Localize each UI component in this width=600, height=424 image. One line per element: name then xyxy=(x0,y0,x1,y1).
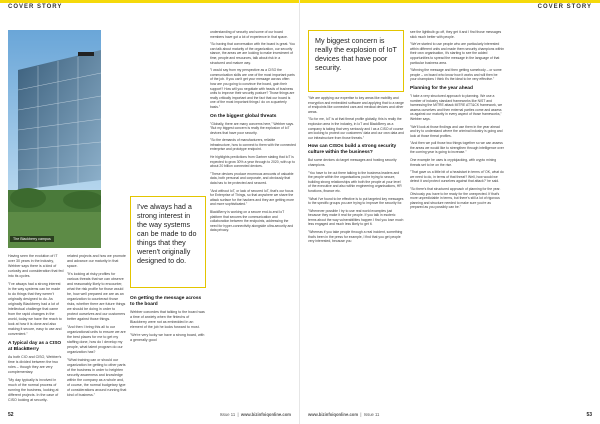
paragraph: "We're very lucky we have a strong board, with a generally good xyxy=(130,333,205,342)
paragraph: "Globally, there are many concerns here," Webber says. "But my biggest concern is really the explosion of IoT devices that have poor security. xyxy=(210,121,295,135)
website-label: www.bizinfoiqonline.com xyxy=(308,412,359,417)
paragraph: understanding of security and some of our board members have got a lot of experience in that space. xyxy=(210,30,288,39)
issue-label: Issue 11 xyxy=(363,412,380,417)
paragraph: "And without IoT, or lack of secured IoT, that's our focus for Enterprise of Things, so that anywhere we share the attack surface for the hackers and they are getting more and more sophisticated." xyxy=(210,188,295,207)
subheading: On the biggest global threats xyxy=(210,113,277,119)
subheading: How can CISOs build a strong security culture within the business? xyxy=(308,144,397,156)
paragraph: "I would say from my perspective as a CISO the communication skills are one of the most important parts of the job. If you can't get your message across often how are you going to convince the board, gain their support? How will you negotiate with heads of business units to improve their security posture? Those things are really critically important and the fact that our board is one of the most important things I do on a quarterly basis." xyxy=(210,68,295,109)
footer-info: www.bizinfoiqonline.com | Issue 11 xyxy=(308,412,380,417)
paragraph: "We are applying our expertise to key areas like mobility and encryption and embedded software and applying that to a range of endpoints like connected cars and medical devices and other areas. xyxy=(308,96,404,114)
page-number: 52 xyxy=(8,412,14,418)
paragraph: "We've started to use people who are particularly interested within different units and made them security champions within their own organisation, it's starting to see the added opportunities to spread the message in the language of that particular business area. xyxy=(410,42,504,65)
photo-caption: The Blackberry campus xyxy=(10,236,54,242)
paragraph: "It's looking at risky profiles for various threats that we can observe and reasonably likely to encounter, what the risk profile for those would be, how well prepared we are as an organization to counteract those risks, whether there are future things we should be doing in order to protect ourselves and our customers better against those things. xyxy=(67,272,126,321)
paragraph: "So having that conversation with the board is great. You can talk about maturity of the organization, our security stance, the areas we are looking to make investment of time, people and resources, talk about risk in a structured and mature way. xyxy=(210,42,295,65)
pull-quote-text: My biggest concern is really the explosion of IoT devices that have poor security. xyxy=(315,36,397,72)
paragraph: "And then we pull those two things together so we can assess the areas we would like to strengthen through intelligence over the coming year is going to increase." xyxy=(410,141,504,155)
text-column-5 xyxy=(308,96,404,247)
subheading: A typical day as a CISO at BlackBerry xyxy=(8,341,62,352)
paragraph: "These devices produce enormous amounts of valuable data, both personal and corporate, and obviously that data has to be protected and secured. xyxy=(210,171,294,186)
paragraph: Webber concedes that talking to the board was a time of anxiety when the fintechs of Blackberry were not as embedded in an element of the job he looks forward to most. xyxy=(130,310,205,329)
paragraph: "Whereas if you take people through a real incident, something that's been in the press for example, I find that you get people very interested, because you xyxy=(308,230,403,244)
paragraph: "That gave us a little bit of a headstart in terms of 'OK, what do we need to do, in terms of that threat? Well, how would we detect it and protect ourselves against that attack?' he said. xyxy=(410,170,504,184)
paragraph: BlackBerry is working on a secure end-to-end IoT platform that secures the communication and collaboration between the endpoints, addressing the need for hyper-connectivity alongside ultra-security and data privacy. xyxy=(210,210,294,233)
pull-quote xyxy=(308,30,404,92)
paragraph: "Winning the message and then getting somebody – or some people – on board who know how it works and will then be your champions I think it's the ideal to be very effective." xyxy=(410,68,502,82)
paragraph: "So there's that structured approach of planning for the year. Obviously you have to be ready for the unexpected. If that's more unpredictable in terms, but there's still a lot of rigorous planning and structure needed to make sure you're as prepared as you possibly can be." xyxy=(410,187,501,210)
building-photo xyxy=(8,30,101,248)
subheading: Planning for the year ahead xyxy=(410,85,473,91)
paragraph: "My day typically is involved in much of the normal process of running the business, looking at different projects. In the case of CISO looking at security- xyxy=(8,378,59,402)
paragraph: One example he uses is cryptojacking, with crypto mining threats set to be on the rise. xyxy=(410,158,497,167)
paragraph: But some devices do target messages and hosting security champions. xyxy=(308,158,397,167)
paragraph: "And then I bring this all to our organizational units to ensure we are the best places for me to get my staffing done, how do I develop my people, what talent program do our organization has? xyxy=(67,325,126,354)
paragraph: "What training can or should our organization be getting to other parts of the business in order to heighten security awareness and knowledge within the company as a whole and, of course, the normal budgetary type of considerations around running that kind of business." xyxy=(67,358,127,397)
paragraph: "We'll look at those findings and use them in the year ahead and try to understand where the criminal industry is going and look at those threat profiles. xyxy=(410,124,503,138)
text-column-4 xyxy=(210,30,296,236)
page-footer xyxy=(308,412,592,418)
paragraph: related projects and how we promote and advance our maturity in that space. xyxy=(67,254,126,268)
paragraph: "You have to be out there talking to the business leaders and the people within the organisations you're trying to secure, building strong relationships with both the people at your level of the executive and also within engineering organisations, HR functions, finance etc. xyxy=(308,170,402,193)
section-tag: COVER STORY xyxy=(537,4,592,10)
page-footer xyxy=(8,412,291,418)
office-building-image xyxy=(8,30,101,248)
paragraph: "Whenever possible I try to use real world examples just because they make it real for people. If you talk in esoteric terms about the way vulnerabilities happen I find you lose much less engaged and much less likely to get it. xyxy=(308,208,404,227)
paragraph: "I've always had a strong interest in the way systems can be made to do things that they weren't originally designed to do. As originally Blackberry had a lot of intellectual challenge that came from the rapid changes in the world, today we have the reach to look at how it is done and also making it secure, easy to use and convenient." xyxy=(8,282,62,336)
paragraph: "I take a very structured approach to planning. We use a number of industry standard frameworks like NIST and harnessing the MITRE attack MITRE ATT&CK framework, we assess ourselves and then external parties come and assess us against our maturity in every aspect of those frameworks," Webber says. xyxy=(410,93,503,121)
pull-quote-text: I've always had a strong interest in the way systems can be made to do things that they weren't originally designed to do. xyxy=(137,202,197,265)
paragraph: see the lightbulb go off, they get it and I find those messages stick much better with people. xyxy=(410,30,502,39)
header-bar xyxy=(300,0,600,3)
right-page xyxy=(300,0,600,424)
paragraph: As both CIO and CISO, Webber's time is divided between the two roles – though they are very complementary. xyxy=(8,355,62,374)
header-bar xyxy=(0,0,300,3)
text-column-1 xyxy=(8,254,64,406)
page-number: 53 xyxy=(586,412,592,418)
paragraph: He highlights predictions from Gartner stating that IoT is expected to grow 30% a year through to 2020, with up to about 20 billion connected devices. xyxy=(210,155,296,169)
issue-label: Issue 11 xyxy=(219,412,236,417)
section-tag: COVER STORY xyxy=(8,4,63,10)
text-column-6 xyxy=(410,30,504,213)
footer-info: Issue 11 | www.bizinfoiqonline.com xyxy=(219,412,291,417)
paragraph: "So for me, IoT is at that threat profile globally, this is really the explosion area in the industry, in IoT and BlackBerry as a company is taking that very seriously and I as a CISO of course am looking to protect our customers' data and our own data and our infrastructure from those threats." xyxy=(308,117,404,140)
subheading: On getting the message across to the board xyxy=(130,296,202,307)
website-label: www.bizinfoiqonline.com xyxy=(240,412,291,417)
text-column-3 xyxy=(130,292,206,346)
text-column-2 xyxy=(67,254,127,401)
pull-quote xyxy=(130,196,206,288)
paragraph: Having seen the evolution of IT over 30 years in the industry, Webber says there is a kind of curiosity and consideration that fed into its cycles. xyxy=(8,254,64,278)
paragraph: "So the demands of manufacturers, reliable infrastructure, how to connect to them with the connected enterprise and prototype endpoint. xyxy=(210,138,296,152)
paragraph: "What I've found to be effective is to put targeted key messages to the specific groups you are trying to improve the security for. xyxy=(308,196,404,206)
